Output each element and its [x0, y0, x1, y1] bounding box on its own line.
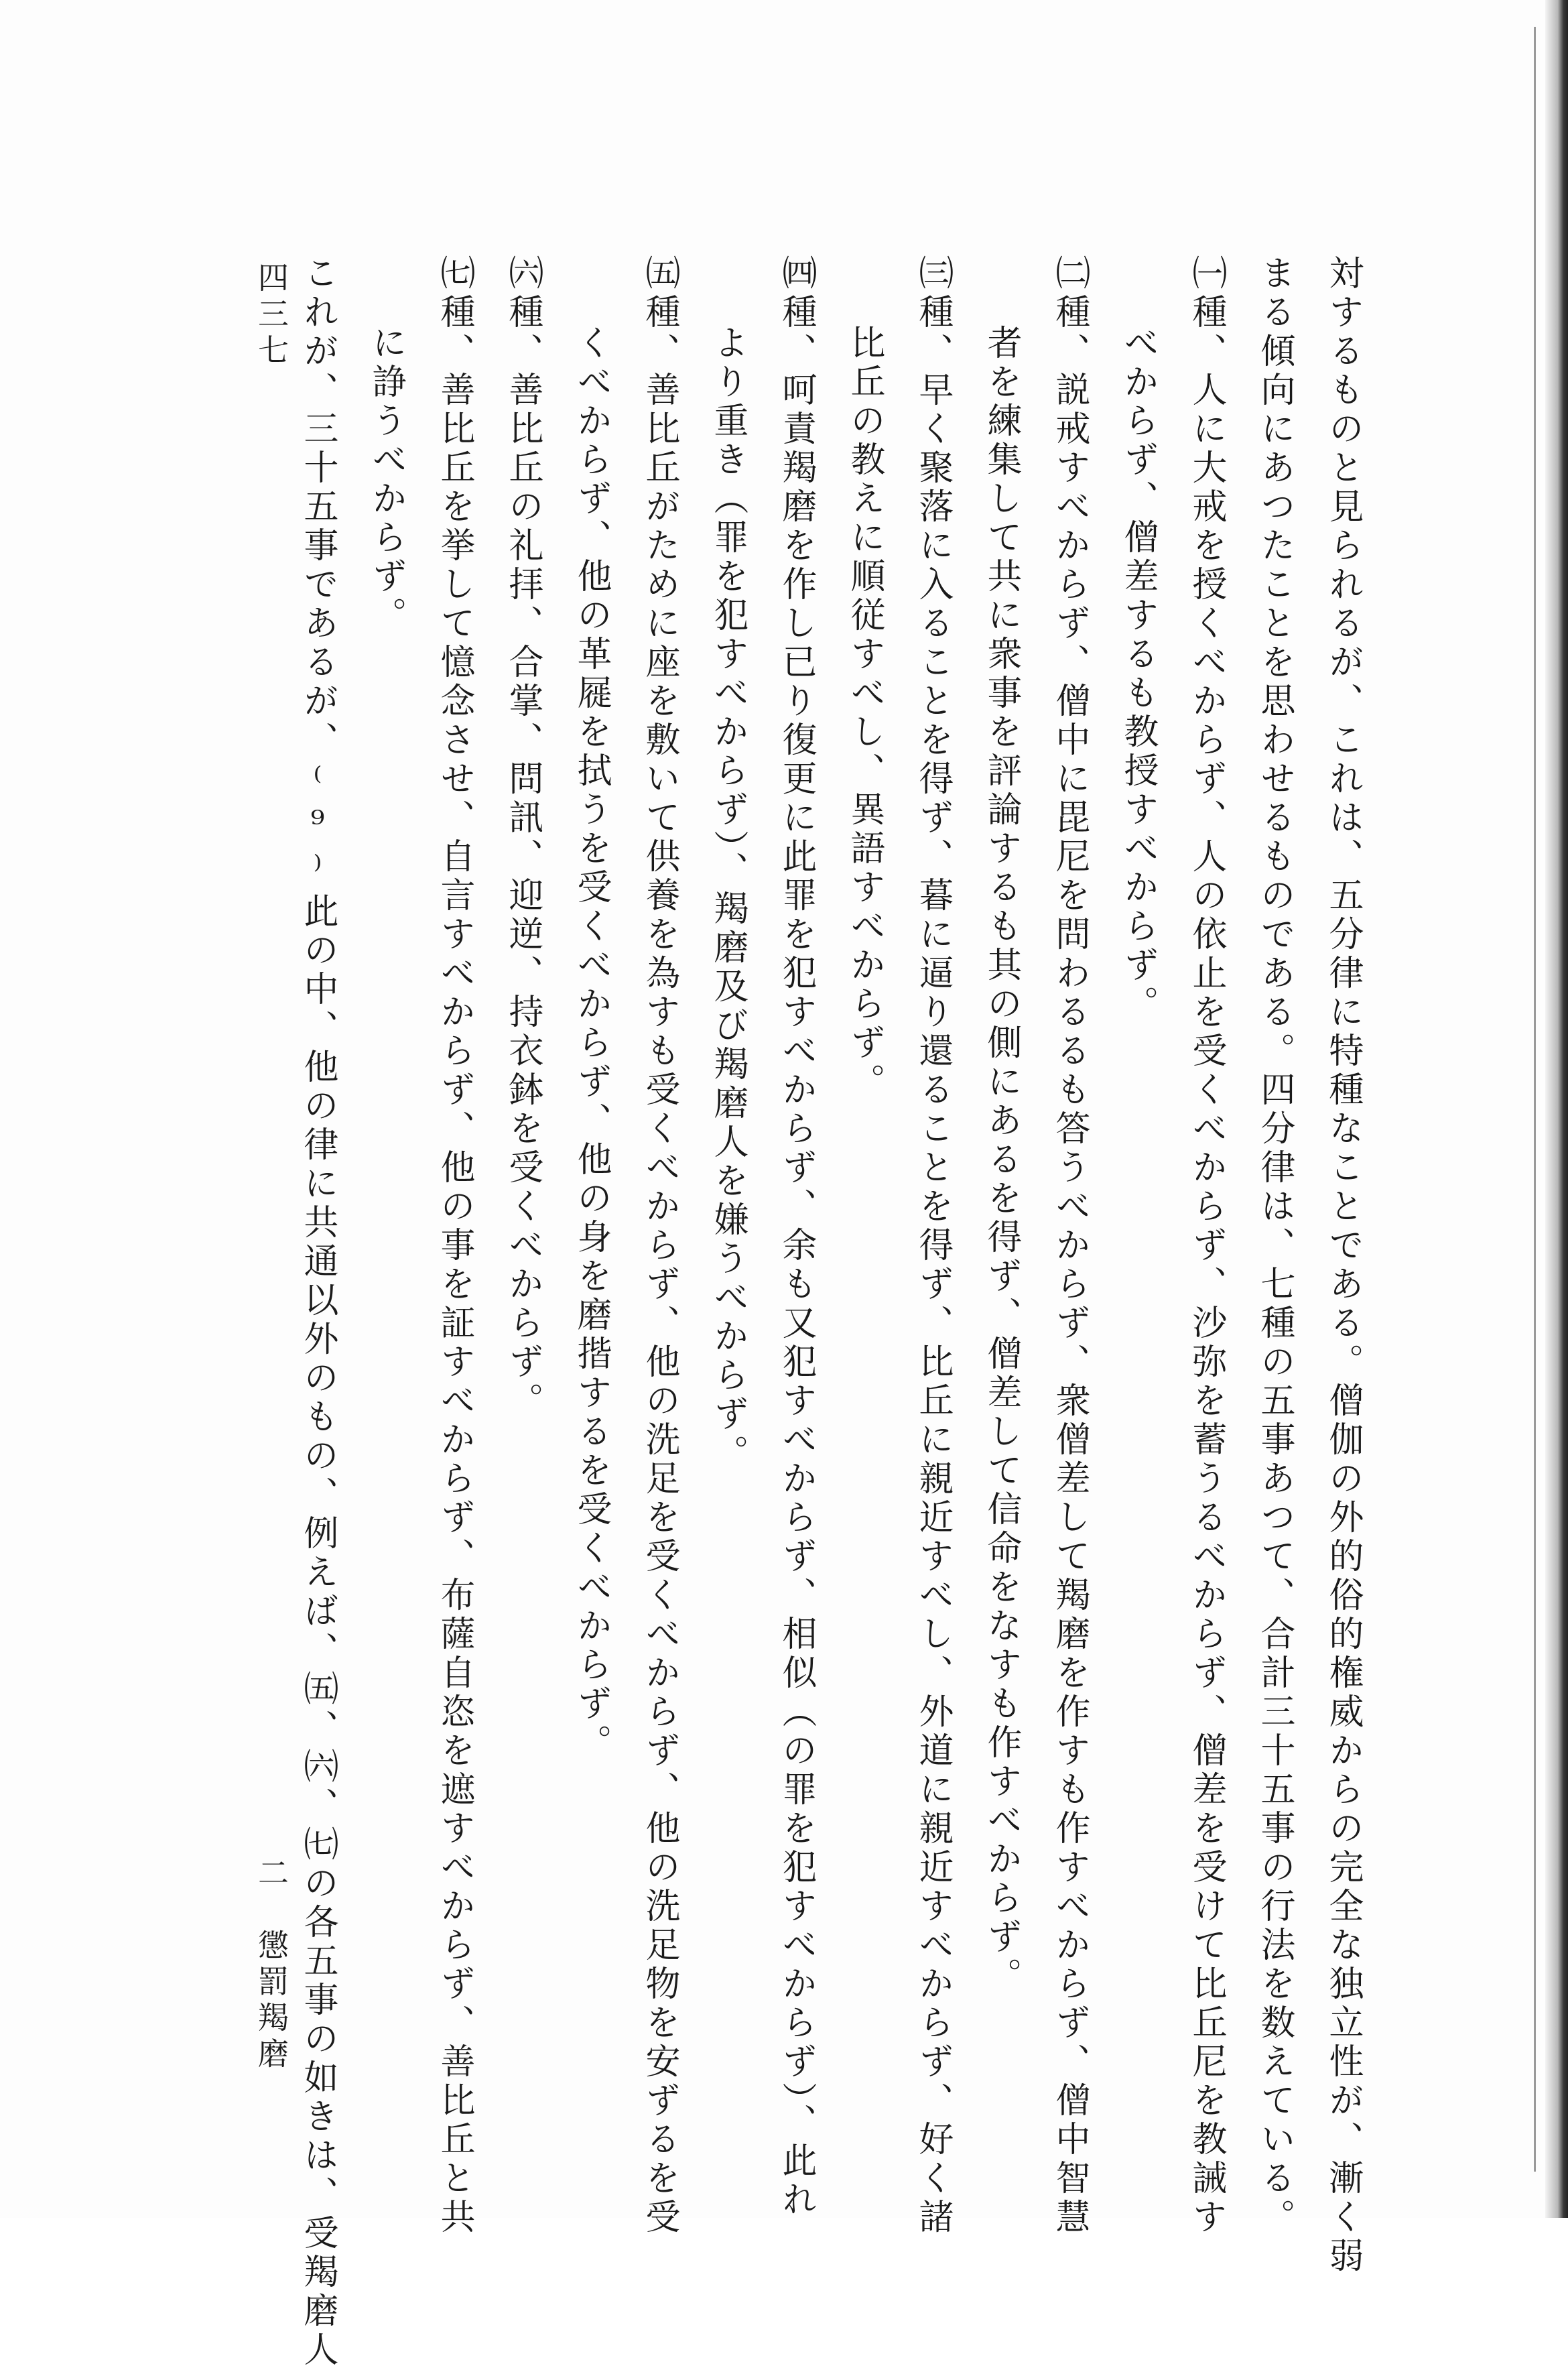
- text-line: ㈦種、善比丘を挙して憶念させ、自言すべからず、他の事を証すべからず、布薩自恣を遮すべからず、善比丘と共: [434, 255, 474, 2237]
- text-line: べからず、僧差するも教授すべからず。: [1118, 324, 1158, 1024]
- text-line: ㈠種、人に大戒を授くべからず、人の依止を受くべからず、沙弥を蓄うるべからず、僧差を受けて比丘尼を教誡す: [1186, 255, 1226, 2237]
- text-line: くべからず、他の革屣を拭うを受くべからず、他の身を磨揩するを受くべからず。: [571, 324, 611, 1763]
- scan-edge-shadow: [1545, 0, 1568, 2218]
- text-line: 対するものと見られるが、これは、五分律に特種なことである。僧伽の外的俗的権威からの完全な独立性が、漸く弱: [1323, 255, 1363, 2276]
- text-line: ㈣種、呵責羯磨を作し已り復更に此罪を犯すべからず、余も又犯すべからず、相似（の罪を犯すべからず）、此れ: [776, 255, 816, 2220]
- text-line: ㈡種、説戒すべからず、僧中に毘尼を問わるるも答うべからず、衆僧差して羯磨を作すも作すべからず、僧中智慧: [1049, 255, 1090, 2237]
- running-header: 二 懲罰羯磨: [253, 1857, 289, 2074]
- text-line: より重き（罪を犯すべからず）、羯磨及び羯磨人を嫌うべからず。: [708, 324, 748, 1473]
- text-line: ㈢種、早く聚落に入ることを得ず、暮に逼り還ることを得ず、比丘に親近すべし、外道に親近すべからず、好く諸: [913, 255, 953, 2237]
- text-line: ㈥種、善比丘の礼拝、合掌、問訊、迎逆、持衣鉢を受くべからず。: [503, 255, 543, 1421]
- text-line: まる傾向にあつたことを思わせるものである。四分律は、七種の五事あつて、合計三十五事の行法を数えている。: [1254, 255, 1295, 2237]
- text-line: これが、三十五事であるが、⁽⁹⁾此の中、他の律に共通以外のもの、例えば、㈤、㈥、㈦の各五事の如きは、受羯磨人: [298, 255, 338, 2370]
- text-line: 比丘の教えに順従すべし、異語すべからず。: [844, 324, 885, 1102]
- text-line: ㈤種、善比丘がために座を敷いて供養を為すも受くべからず、他の洗足を受くべからず、他の洗足物を安ずるを受: [639, 255, 679, 2237]
- scan-edge-line: [1534, 27, 1536, 2172]
- text-line: に諍うべからず。: [366, 324, 406, 635]
- text-line: 者を練集して共に衆事を評論するも其の側にあるを得ず、僧差して信命をなすも作すべからず。: [981, 324, 1021, 1996]
- body-text: [283, 255, 1377, 2370]
- page-number: 四三七: [253, 261, 289, 370]
